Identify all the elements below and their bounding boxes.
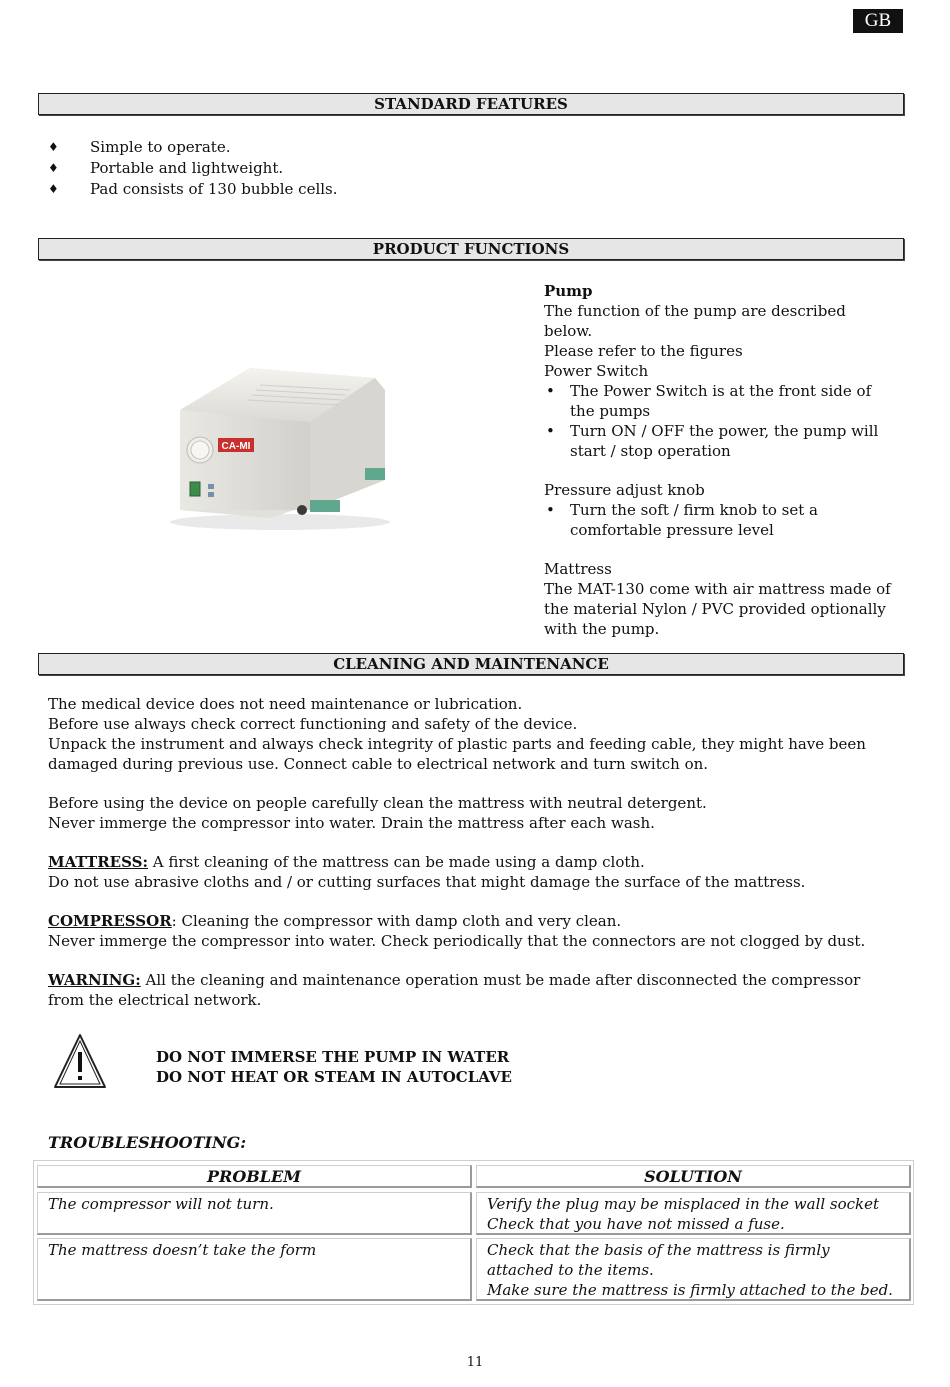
language-badge: GB [853,9,903,33]
table-row-problem: The compressor will not turn. [37,1192,472,1235]
diamond-bullet-icon: ♦ [48,140,59,154]
table-row-problem: The mattress doesn’t take the form [37,1238,472,1301]
list-item: ♦ Simple to operate. [48,138,231,156]
header-problem: PROBLEM [37,1165,472,1188]
cleaning-text: The medical device does not need maintenance or lubrication. Before use always check correct functioning and safety of the device. Unpack the instrument and always check integrity of plastic parts and feeding cable, they might have been damaged during previous use. Connect cable to electrical network and turn switch on. Before using the device on people carefully clean the mattress with neutral detergent. Never immerge the compressor into water. Drain the mattress after each wash. MATTRESS: A first cleaning of the mattress can be made using a damp cloth. Do not use abrasive cloths and / or cutting surfaces that might damage the surface of the mattress. COMPRESSOR: Cleaning the compressor with damp cloth and very clean. Never immerge the compressor into water. Check periodically that the connectors are not clogged by dust. WARNING: All the cleaning and maintenance operation must be made after disconnected the compressor from the electrical network. [48,695,866,1009]
features-list [48,137,338,200]
compressor-label: COMPRESSOR [48,912,172,930]
power-switch-heading: Power Switch [544,362,649,380]
mattress-heading: Mattress [544,560,612,578]
pump-brand-label: CA-MI [221,441,251,452]
pressure-knob-heading: Pressure adjust knob [544,481,705,499]
troubleshooting-heading: TROUBLESHOOTING: [48,1133,247,1152]
standard-features-heading: STANDARD FEATURES [38,93,904,115]
warning-notice: DO NOT IMMERSE THE PUMP IN WATER DO NOT HEAT OR STEAM IN AUTOCLAVE [156,1048,512,1086]
bullet-icon: • [546,422,555,440]
list-item: • The Power Switch is at the front side of the pumps [546,382,872,420]
diamond-bullet-icon: ♦ [48,161,59,175]
warning-triangle-icon [52,1032,108,1090]
list-item: • Turn ON / OFF the power, the pump will start / stop operation [546,422,879,460]
bullet-icon: • [546,382,555,400]
cleaning-heading: CLEANING AND MAINTENANCE [38,653,904,675]
table-row-solution: Verify the plug may be misplaced in the wall socket Check that you have not missed a fuse. [476,1192,911,1235]
mattress-label: MATTRESS: [48,853,148,871]
page-number: 11 [466,1355,484,1370]
bullet-icon: • [546,501,555,519]
troubleshooting-table [33,1160,914,1305]
table-row-solution: Check that the basis of the mattress is firmly attached to the items. Make sure the mattress is firmly attached to the bed. [476,1238,911,1301]
pump-functions-text: Pump The function of the pump are described below. Please refer to the figures Power Switch • The Power Switch is at the front side of the pumps • Turn ON / OFF the power, the pump will start / stop operation Pressure adjust knob • Turn the soft / firm knob to set a comfortable pressure level Mattress The MAT-130 come with air mattress made of the material Nylon / PVC provided optionally with the pump. [544,281,894,639]
product-functions-heading: PRODUCT FUNCTIONS [38,238,904,260]
diamond-bullet-icon: ♦ [48,182,59,196]
list-item: • Turn the soft / firm knob to set a comfortable pressure level [546,501,818,539]
pump-heading: Pump [544,282,593,300]
pump-product-image [160,350,400,535]
list-item: ♦ Pad consists of 130 bubble cells. [48,180,338,198]
warning-label: WARNING: [48,971,141,989]
header-solution: SOLUTION [476,1165,911,1188]
list-item: ♦ Portable and lightweight. [48,159,284,177]
